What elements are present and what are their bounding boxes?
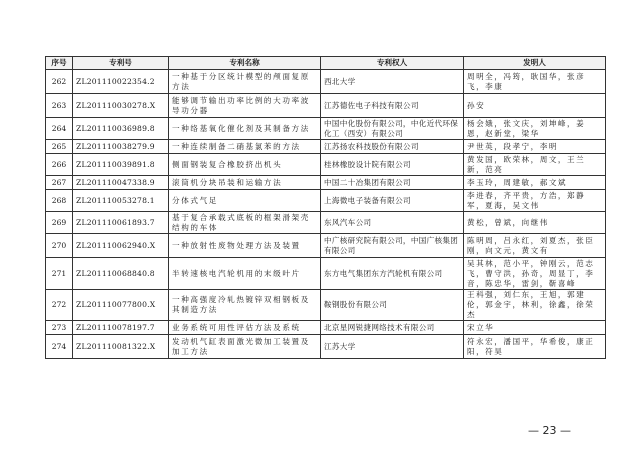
cell-patentee: 西北大学	[321, 70, 464, 94]
cell-inventors: 杨会娥，张文庆，刘坤峰，姜恩，赵新堂，梁华	[464, 118, 606, 140]
cell-patent-name: 一种连续制备二硝基氯苯的方法	[169, 140, 321, 154]
cell-patent-number: ZL201110061893.7	[73, 212, 169, 234]
table-row	[46, 212, 606, 234]
cell-serial: 271	[46, 258, 73, 290]
table-row	[46, 154, 606, 176]
table-row	[46, 290, 606, 321]
cell-patentee: 中国中化股份有限公司，中化近代环保化工（西安）有限公司	[321, 118, 464, 140]
cell-patent-number: ZL201110053278.1	[73, 190, 169, 212]
cell-inventors: 黄发国，欧荣林，周文，王兰新，范亮	[464, 154, 606, 176]
header-serial: 序号	[46, 57, 73, 70]
cell-patentee: 上海微电子装备有限公司	[321, 190, 464, 212]
cell-serial: 269	[46, 212, 73, 234]
table-row	[46, 335, 606, 359]
cell-patentee: 鞍钢股份有限公司	[321, 290, 464, 321]
header-inventors: 发明人	[464, 57, 606, 70]
table-row	[46, 190, 606, 212]
cell-serial: 268	[46, 190, 73, 212]
cell-patent-name: 业务系统可用性评估方法及系统	[169, 321, 321, 335]
cell-serial: 273	[46, 321, 73, 335]
cell-patent-name: 滚筒机分块吊装和运输方法	[169, 176, 321, 190]
cell-serial: 267	[46, 176, 73, 190]
table-row	[46, 70, 606, 94]
cell-patent-name: 半转速核电汽轮机用的末级叶片	[169, 258, 321, 290]
cell-patentee: 北京星网锐捷网络技术有限公司	[321, 321, 464, 335]
cell-patentee: 东方电气集团东方汽轮机有限公司	[321, 258, 464, 290]
cell-patent-name: 发动机气缸表面激光微加工装置及加工方法	[169, 335, 321, 359]
cell-patent-number: ZL201110039891.8	[73, 154, 169, 176]
cell-patent-name: 一种络基氧化催化剂及其制备方法	[169, 118, 321, 140]
cell-patent-number: ZL201110077800.X	[73, 290, 169, 321]
cell-patentee: 桂林橡胶设计院有限公司	[321, 154, 464, 176]
cell-patent-name: 一种基于分区统计模型的颅面复原方法	[169, 70, 321, 94]
cell-inventors: 李进春，齐平贵，方浩，郑静军，夏海，吴文伟	[464, 190, 606, 212]
patent-table	[45, 56, 606, 359]
cell-patent-number: ZL201110081322.X	[73, 335, 169, 359]
cell-inventors: 吴其林，范小平，钟刚云，范志飞，曹守洪，孙奇，周显丁，李音，陈忠华，雷剑，靳喜峰	[464, 258, 606, 290]
table-row	[46, 118, 606, 140]
cell-serial: 272	[46, 290, 73, 321]
cell-patentee: 江苏扬农科技股份有限公司	[321, 140, 464, 154]
table-row	[46, 94, 606, 118]
cell-inventors: 尹世英，段孝宁，李明	[464, 140, 606, 154]
cell-inventors: 王科强，刘仁东，王旭，郭建伦，郭金宇，林利，徐鑫，徐荣杰	[464, 290, 606, 321]
cell-patentee: 江苏大学	[321, 335, 464, 359]
header-patentee: 专利权人	[321, 57, 464, 70]
cell-patentee: 中广核研究院有限公司，中国广核集团有限公司	[321, 234, 464, 258]
cell-patent-number: ZL201110036989.8	[73, 118, 169, 140]
cell-patent-name: 分体式气足	[169, 190, 321, 212]
table-row	[46, 140, 606, 154]
cell-serial: 270	[46, 234, 73, 258]
table-body	[46, 70, 606, 359]
table-row	[46, 176, 606, 190]
cell-patentee: 江苏德佐电子科技有限公司	[321, 94, 464, 118]
table-row	[46, 321, 606, 335]
cell-patentee: 东风汽车公司	[321, 212, 464, 234]
cell-serial: 263	[46, 94, 73, 118]
cell-patent-number: ZL201110047338.9	[73, 176, 169, 190]
cell-inventors: 李玉玲，周建敏，郝文斌	[464, 176, 606, 190]
cell-inventors: 符永宏，潘国平，华希俊，康正阳，符昊	[464, 335, 606, 359]
cell-inventors: 陈明周，吕永红，刘夏杰，张臣刚，向文元，黄文有	[464, 234, 606, 258]
header-patent-number: 专利号	[73, 57, 169, 70]
table-header-row	[46, 57, 606, 70]
cell-patent-name: 一种高强度冷轧热镀锌双相钢板及其制造方法	[169, 290, 321, 321]
cell-serial: 265	[46, 140, 73, 154]
cell-patent-name: 一种放射性废物处理方法及装置	[169, 234, 321, 258]
cell-patent-number: ZL201110030278.X	[73, 94, 169, 118]
cell-patent-number: ZL201110038279.9	[73, 140, 169, 154]
cell-patent-name: 能够调节输出功率比例的大功率波导功分器	[169, 94, 321, 118]
cell-patent-number: ZL201110078197.7	[73, 321, 169, 335]
table-row	[46, 234, 606, 258]
header-patent-name: 专利名称	[169, 57, 321, 70]
cell-inventors: 宋立华	[464, 321, 606, 335]
table-row	[46, 258, 606, 290]
cell-serial: 262	[46, 70, 73, 94]
cell-patent-name: 基于复合承载式底板的框架滑架壳结构的车体	[169, 212, 321, 234]
cell-patent-name: 侧面钢装复合橡胶挤出机头	[169, 154, 321, 176]
cell-inventors: 周明全，冯筠，耿国华，张彦飞，李康	[464, 70, 606, 94]
cell-patent-number: ZL201110022354.2	[73, 70, 169, 94]
cell-serial: 266	[46, 154, 73, 176]
page-number: — 23 —	[528, 424, 571, 437]
cell-patent-number: ZL201110062940.X	[73, 234, 169, 258]
cell-inventors: 孙安	[464, 94, 606, 118]
cell-serial: 264	[46, 118, 73, 140]
cell-patentee: 中国二十冶集团有限公司	[321, 176, 464, 190]
cell-serial: 274	[46, 335, 73, 359]
cell-patent-number: ZL201110068840.8	[73, 258, 169, 290]
cell-inventors: 黄松，曾斌，向继伟	[464, 212, 606, 234]
